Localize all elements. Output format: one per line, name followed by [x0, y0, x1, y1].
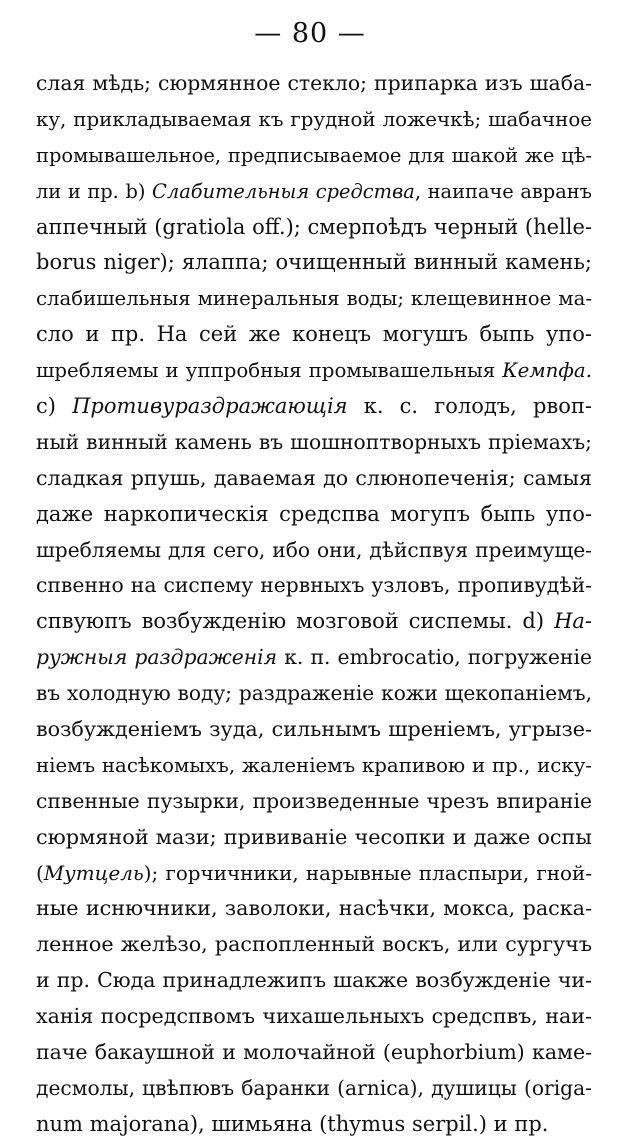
text-segment: ные иснючники, заволоки, насѣчки, мокса, раска- — [36, 896, 592, 921]
text-segment: возбужденіемъ зуда, сильнымъ шреніемъ, угрызе- — [36, 717, 592, 742]
text-line — [36, 533, 592, 569]
text-segment: даже наркопическія средспва могупъ быпь упо- — [36, 501, 592, 526]
text-segment: ку, прикладываемая къ грудной ложечкѣ; шабачное — [36, 107, 592, 131]
text-line — [36, 784, 592, 820]
text-line — [36, 317, 592, 353]
text-line — [36, 999, 592, 1035]
text-segment: ніемъ насѣкомыхъ, жаленіемъ крапивою и пр., иску- — [36, 753, 592, 777]
text-line — [36, 891, 592, 927]
text-line — [36, 281, 592, 317]
text-line — [36, 389, 592, 425]
text-line — [36, 640, 592, 676]
text-segment: слая мѣдь; сюрмянное стекло; припарка изъ шаба- — [36, 71, 592, 95]
italic-term: Противураздражающія — [72, 394, 348, 419]
text-line — [36, 712, 592, 748]
text-line — [36, 461, 592, 497]
text-segment: ли и пр. b) — [36, 179, 153, 203]
text-line — [36, 820, 592, 856]
text-segment: аппечный (gratiola off.); смерпоѣдъ черный (helle- — [36, 214, 593, 239]
text-line — [36, 856, 592, 892]
italic-term: Слабительныя средства — [152, 179, 415, 203]
text-line — [36, 1071, 592, 1107]
text-segment: сло и пр. На сей же конецъ могушъ быпь упо- — [36, 322, 592, 347]
text-segment: ленное желѣзо, распопленный воскъ, или сургучъ — [36, 932, 592, 957]
text-line — [36, 963, 592, 999]
italic-term: Мутцель — [43, 861, 144, 885]
text-segment: ханія посредспвомъ чихашельныхъ средспвъ, наи- — [36, 1004, 592, 1029]
italic-term: Кемпфа. — [502, 359, 592, 383]
text-segment: borus niger); ялаппа; очищенный винный камень; — [36, 250, 592, 275]
text-segment: шребляемы для сего, ибо они, дѣйспвуя преимуще- — [36, 537, 592, 562]
text-line — [36, 927, 592, 963]
page-number: — 80 — — [254, 18, 366, 49]
italic-term: На- — [554, 609, 592, 634]
text-line — [36, 568, 592, 604]
text-segment: сладкая рпушь, даваемая до слюнопеченія; самыя — [36, 465, 592, 490]
text-line — [36, 604, 592, 640]
text-segment: ( — [36, 861, 44, 885]
body-text — [36, 66, 592, 1143]
italic-term: ружныя раздраженія — [36, 645, 278, 670]
text-segment: десмолы, цвѣпювъ баранки (arnica), душицы (origa- — [36, 1075, 592, 1100]
text-line — [36, 497, 592, 533]
text-segment: сюрмяной мази; прививаніе чесопки и даже оспы — [36, 824, 592, 849]
text-line — [36, 210, 592, 246]
text-segment: ный винный камень въ шошноптворныхъ пріемахъ; — [36, 429, 592, 454]
text-line — [36, 425, 592, 461]
text-segment: , наипаче авранъ — [414, 179, 592, 203]
text-line — [36, 174, 592, 210]
text-segment: и пр. Сюда принадлежипъ шакже возбужденіе чи- — [36, 968, 592, 993]
text-segment: num majorana), шимьяна (thymus serpil.) и пр. — [36, 1111, 549, 1136]
text-segment: ); горчичники, нарывные пласпыри, гной- — [143, 861, 592, 885]
text-line — [36, 1035, 592, 1071]
text-segment: въ холодную воду; раздраженіе кожи щекопаніемъ, — [36, 681, 592, 706]
text-line — [36, 353, 592, 389]
text-segment: спвенные пузырки, произведенные чрезъ впираніе — [36, 788, 592, 813]
text-line — [36, 138, 592, 174]
text-segment: шребляемы и уппробныя промывашельныя — [36, 359, 503, 383]
text-segment: паче бакаушной и молочайной (euphorbium) каме- — [36, 1040, 592, 1065]
text-segment: промывашельное, предписываемое для шакой же цѣ- — [36, 143, 592, 167]
text-line — [36, 1107, 592, 1143]
text-line — [36, 748, 592, 784]
text-segment: спвенно на сиспему нервныхъ узловъ, пропивудѣй- — [36, 573, 592, 598]
text-segment: слабишельныя минеральныя воды; клещевинное ма- — [36, 287, 592, 311]
text-line — [36, 245, 592, 281]
text-segment: к. с. голодъ, рвоп- — [347, 394, 592, 419]
text-line — [36, 102, 592, 138]
text-line — [36, 66, 592, 102]
text-line — [36, 676, 592, 712]
text-segment: к. п. embrocatio, погруженіе — [277, 645, 592, 670]
text-segment: c) — [36, 394, 73, 419]
text-segment: спвуюпъ возбужденію мозговой сиспемы. d) — [36, 609, 555, 634]
